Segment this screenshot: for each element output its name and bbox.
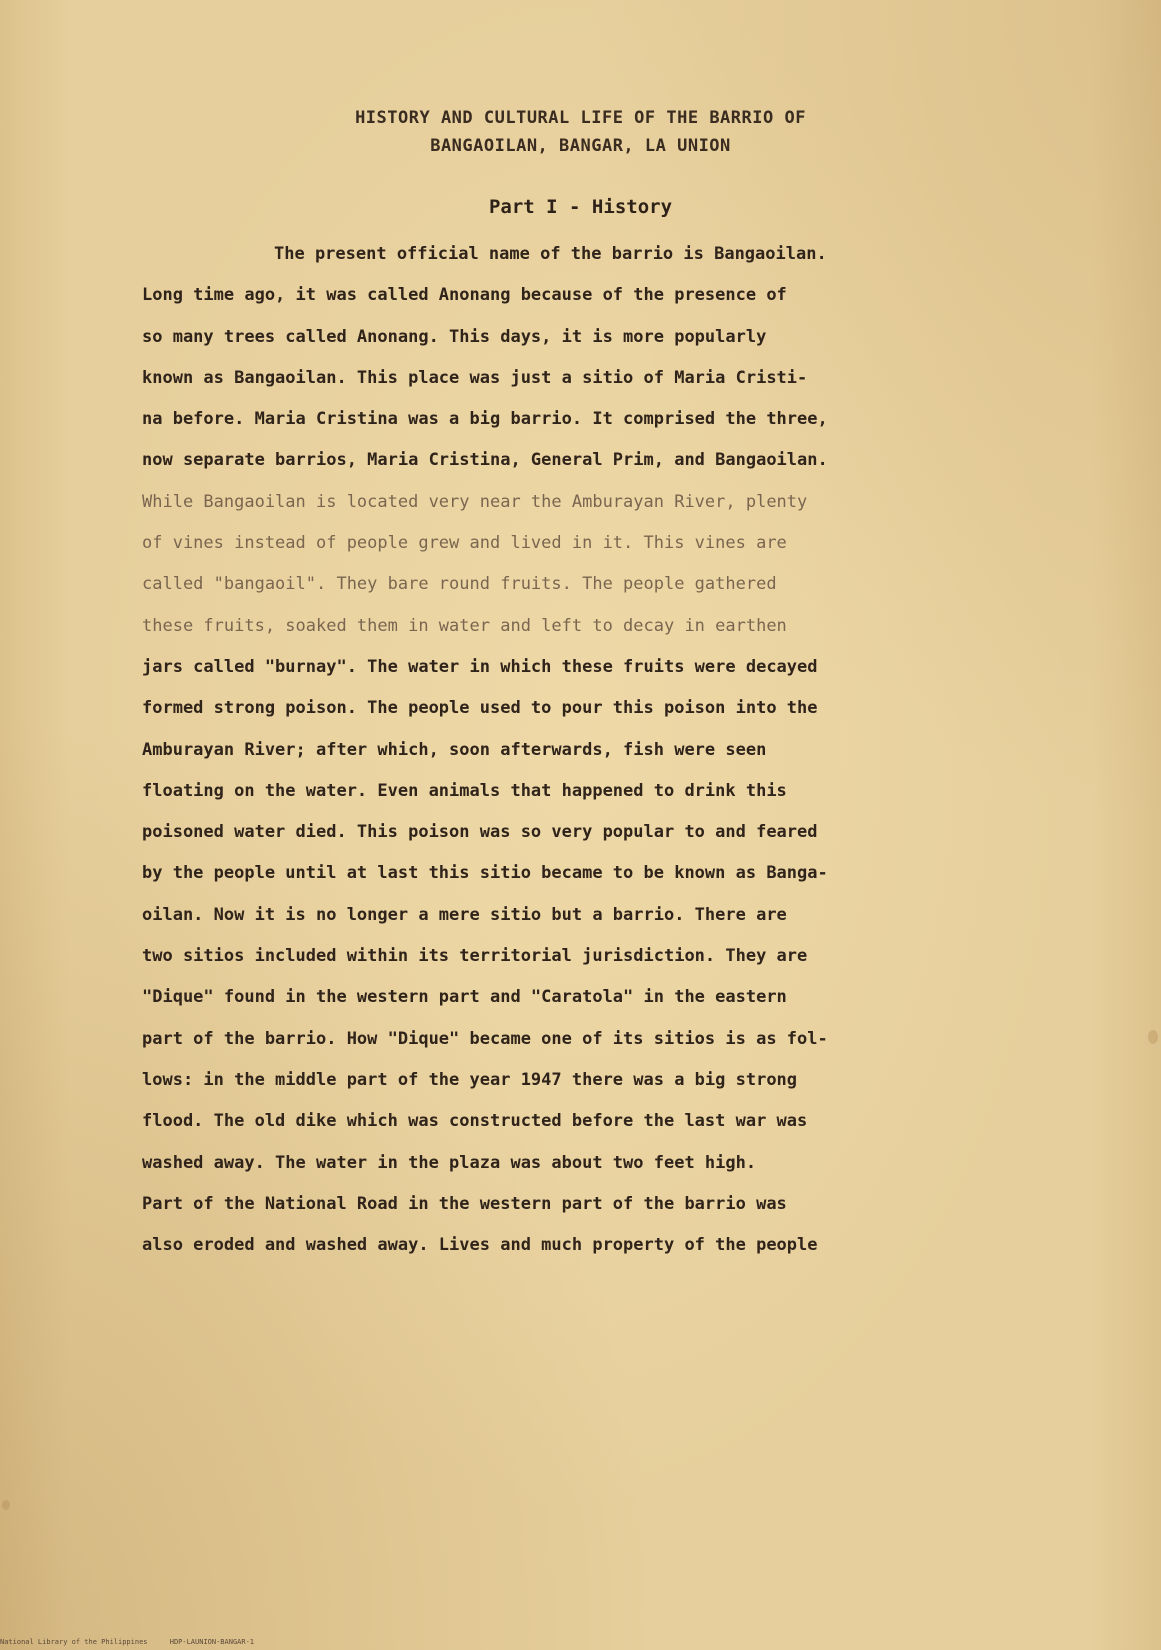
text-line: now separate barrios, Maria Cristina, General Prim, and Bangaoilan. <box>142 450 828 471</box>
text-line: floating on the water. Even animals that happened to drink this <box>142 780 787 801</box>
text-line: these fruits, soaked them in water and left to decay in earthen <box>142 615 787 636</box>
archive-footer <box>0 1638 272 1646</box>
text-line: formed strong poison. The people used to pour this poison into the <box>142 698 818 719</box>
text-line: washed away. The water in the plaza was about two feet high. <box>142 1152 757 1173</box>
text-line: lows: in the middle part of the year 1947 there was a big strong <box>142 1069 798 1090</box>
text-line: oilan. Now it is no longer a mere sitio but a barrio. There are <box>142 904 787 925</box>
text-line: called "bangaoil". They bare round fruits. The people gathered <box>142 574 777 595</box>
text-line: na before. Maria Cristina was a big barrio. It comprised the three, <box>142 409 828 430</box>
text-line: "Dique" found in the western part and "Caratola" in the eastern <box>142 987 787 1008</box>
body-paragraph <box>142 234 1022 1266</box>
text-line: flood. The old dike which was constructed before the last war was <box>142 1111 808 1132</box>
text-line: so many trees called Anonang. This days, it is more popularly <box>142 326 767 347</box>
document-title-line-2: BANGAOILAN, BANGAR, LA UNION <box>430 136 731 156</box>
text-line: also eroded and washed away. Lives and much property of the people <box>142 1235 818 1256</box>
paper-stain <box>1148 1030 1158 1044</box>
footer-left-text: National Library of the Philippines <box>0 1638 148 1646</box>
text-line: Long time ago, it was called Anonang because of the presence of <box>142 285 787 306</box>
text-line: of vines instead of people grew and lived in it. This vines are <box>142 533 787 554</box>
text-line: two sitios included within its territorial jurisdiction. They are <box>142 946 808 967</box>
document-title-line-1: HISTORY AND CULTURAL LIFE OF THE BARRIO OF <box>355 108 806 128</box>
text-line: Amburayan River; after which, soon afterwards, fish were seen <box>142 739 767 760</box>
text-line: part of the barrio. How "Dique" became one of its sitios is as fol- <box>142 1028 828 1049</box>
text-line: jars called "burnay". The water in which these fruits were decayed <box>142 656 818 677</box>
text-line: While Bangaoilan is located very near the Amburayan River, plenty <box>142 491 808 512</box>
paper-stain <box>2 1500 10 1510</box>
text-line: The present official name of the barrio is Bangaoilan. <box>274 244 827 264</box>
text-line: Part of the National Road in the western part of the barrio was <box>142 1193 787 1214</box>
section-heading: Part I - History <box>488 196 673 218</box>
text-line: by the people until at last this sitio became to be known as Banga- <box>142 863 828 884</box>
text-line: poisoned water died. This poison was so very popular to and feared <box>142 822 818 843</box>
text-line: known as Bangaoilan. This place was just a sitio of Maria Cristi- <box>142 367 808 388</box>
footer-right-text: HDP-LAUNION-BANGAR-1 <box>169 1638 255 1646</box>
